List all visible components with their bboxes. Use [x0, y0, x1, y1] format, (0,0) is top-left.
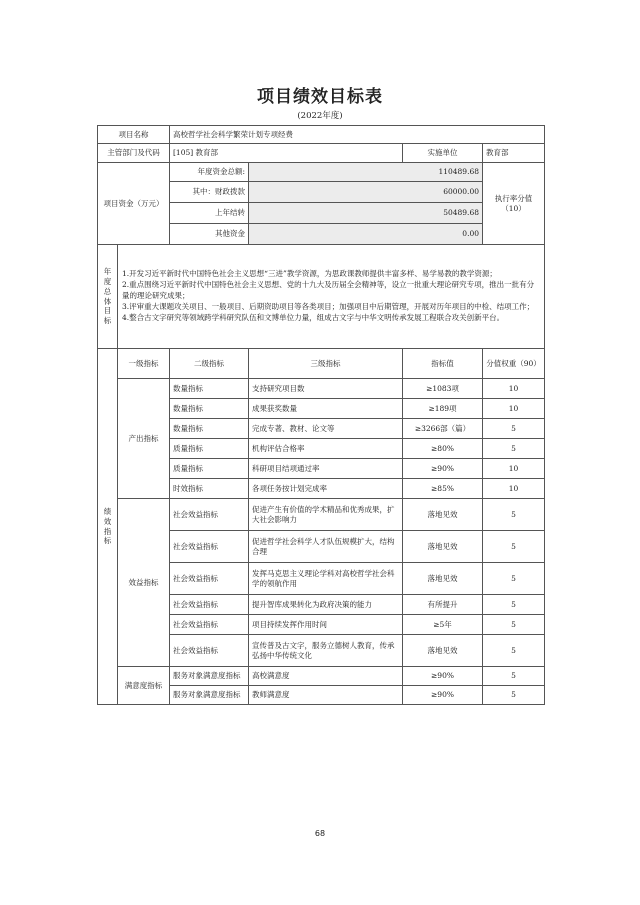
header-weight: 分值权重（90）: [483, 349, 545, 379]
objectives-label: 年度总体目标: [98, 245, 118, 349]
level2-cell: 社会效益指标: [170, 499, 249, 531]
project-name-value: 高校哲学社会科学繁荣计划专项经费: [170, 126, 545, 144]
level2-cell: 服务对象满意度指标: [170, 667, 249, 686]
level2-cell: 社会效益指标: [170, 615, 249, 635]
level3-cell: 项目持续发挥作用时间: [249, 615, 403, 635]
level2-cell: 质量指标: [170, 439, 249, 459]
objectives-text: [118, 245, 545, 349]
level3-cell: 科研项目结项通过率: [249, 459, 403, 479]
objective-item: 4.整合古文字研究等领域跨学科研究队伍和文博单位力量，组成古文字与中华文明传承发展工程联合攻关创新平台。: [122, 312, 505, 322]
level2-cell: 数量指标: [170, 399, 249, 419]
weight-cell: 5: [483, 635, 545, 667]
weight-cell: 10: [483, 379, 545, 399]
level2-cell: 社会效益指标: [170, 563, 249, 595]
level3-cell: 高校满意度: [249, 667, 403, 686]
level3-cell: 发挥马克思主义理论学科对高校哲学社会科学的领航作用: [249, 563, 403, 595]
weight-cell: 5: [483, 499, 545, 531]
level3-cell: 宣传普及古文字，服务立德树人教育，传承弘扬中华传统文化: [249, 635, 403, 667]
level3-cell: 各项任务按计划完成率: [249, 479, 403, 499]
weight-cell: 10: [483, 399, 545, 419]
document-title: 项目绩效目标表: [257, 87, 383, 107]
level2-cell: 时效指标: [170, 479, 249, 499]
level3-cell: 提升智库成果转化为政府决策的能力: [249, 595, 403, 615]
header-level2: 二级指标: [170, 349, 249, 379]
weight-cell: 5: [483, 439, 545, 459]
weight-cell: 5: [483, 686, 545, 705]
objective-item: 3.评审重大课题攻关项目、一般项目、后期资助项目等各类项目；加强项目中后期管理，开展对历年项目的中检、结项工作；: [122, 301, 535, 311]
level3-cell: 促进产生有价值的学术精品和优秀成果，扩大社会影响力: [249, 499, 403, 531]
weight-cell: 5: [483, 419, 545, 439]
value-cell: ≥85%: [403, 479, 483, 499]
weight-cell: 5: [483, 667, 545, 686]
funds-other-value: 0.00: [249, 224, 483, 245]
impl-label: 实施单位: [403, 144, 483, 163]
weight-cell: 5: [483, 563, 545, 595]
weight-cell: 10: [483, 459, 545, 479]
value-cell: ≥90%: [403, 667, 483, 686]
level1-benefit: 效益指标: [118, 499, 170, 667]
funds-other-label: 其他资金: [170, 224, 249, 245]
document-year: (2022年度): [297, 111, 343, 121]
weight-cell: 5: [483, 615, 545, 635]
funds-carry-value: 50489.68: [249, 203, 483, 224]
project-name-label: 项目名称: [98, 126, 170, 144]
value-cell: ≥5年: [403, 615, 483, 635]
level3-cell: 机构评估合格率: [249, 439, 403, 459]
level2-cell: 社会效益指标: [170, 635, 249, 667]
value-cell: ≥189项: [403, 399, 483, 419]
value-cell: ≥80%: [403, 439, 483, 459]
funds-total-label: 年度资金总额:: [170, 163, 249, 182]
value-cell: 落地见效: [403, 499, 483, 531]
level3-cell: 支持研究项目数: [249, 379, 403, 399]
header-level1: 一级指标: [118, 349, 170, 379]
dept-value: [105] 教育部: [170, 144, 403, 163]
level1-satisfaction: 满意度指标: [118, 667, 170, 705]
indicators-section-label: 绩效指标: [98, 349, 118, 705]
header-value: 指标值: [403, 349, 483, 379]
level2-cell: 质量指标: [170, 459, 249, 479]
value-cell: ≥3266部（篇）: [403, 419, 483, 439]
level3-cell: 促进哲学社会科学人才队伍规模扩大，结构合理: [249, 531, 403, 563]
impl-value: 教育部: [483, 144, 545, 163]
level3-cell: 教师满意度: [249, 686, 403, 705]
funds-fiscal-label: 其中：财政拨款: [170, 182, 249, 203]
level2-cell: 数量指标: [170, 419, 249, 439]
funds-carry-label: 上年结转: [170, 203, 249, 224]
dept-label: 主管部门及代码: [98, 144, 170, 163]
level2-cell: 服务对象满意度指标: [170, 686, 249, 705]
value-cell: 落地见效: [403, 635, 483, 667]
value-cell: 落地见效: [403, 531, 483, 563]
level3-cell: 完成专著、教材、论文等: [249, 419, 403, 439]
page-number: 68: [314, 829, 326, 838]
level3-cell: 成果获奖数量: [249, 399, 403, 419]
level2-cell: 数量指标: [170, 379, 249, 399]
weight-cell: 5: [483, 531, 545, 563]
value-cell: ≥90%: [403, 686, 483, 705]
funds-fiscal-value: 60000.00: [249, 182, 483, 203]
level1-output: 产出指标: [118, 379, 170, 499]
objective-item: 1.开发习近平新时代中国特色社会主义思想“三进”教学资源，为思政课教师提供丰富多样、易学易教的教学资源；: [122, 269, 497, 279]
performance-table: [97, 125, 545, 705]
weight-cell: 10: [483, 479, 545, 499]
value-cell: 落地见效: [403, 563, 483, 595]
funds-label: 项目资金（万元）: [98, 163, 170, 245]
objective-item: 2.重点围绕习近平新时代中国特色社会主义思想、党的十九大及历届全会精神等，设立一批重大理论研究专项，推出一批有分量的理论研究成果；: [122, 280, 535, 301]
level2-cell: 社会效益指标: [170, 595, 249, 615]
value-cell: ≥1083项: [403, 379, 483, 399]
weight-cell: 5: [483, 595, 545, 615]
funds-total-value: 110489.68: [249, 163, 483, 182]
value-cell: ≥90%: [403, 459, 483, 479]
exec-rate-label: 执行率分值（10）: [483, 163, 545, 245]
value-cell: 有所提升: [403, 595, 483, 615]
header-level3: 三级指标: [249, 349, 403, 379]
level2-cell: 社会效益指标: [170, 531, 249, 563]
